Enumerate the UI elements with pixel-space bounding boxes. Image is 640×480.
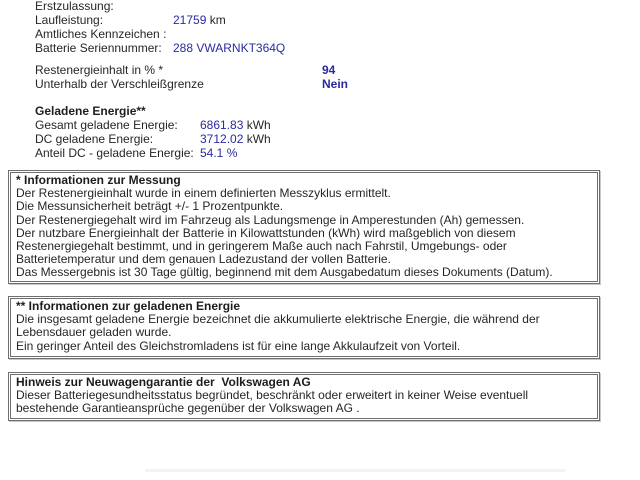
laufleistung-unit: km (206, 13, 226, 27)
restenergie-value: 94 (322, 63, 336, 77)
dc-energie-unit: kWh (243, 132, 271, 146)
box-text-line: Die insgesamt geladene Energie bezeichnet die akkumulierte elektrische Energie, die während der (16, 312, 540, 327)
info-box-messung (8, 170, 600, 284)
box-text-line: Die Messunsicherheit beträgt +/- 1 Prozentpunkte. (16, 199, 284, 214)
box-text-line: Der Restenergiegehalt wird im Fahrzeug als Ladungsmenge in Amperestunden (Ah) gemessen. (16, 212, 525, 227)
box-text-line: Dieser Batteriegesundheitsstatus begründet, beschränkt oder erweitert in keiner Weise eventuell (16, 388, 529, 403)
gesamt-energie-unit: kWh (243, 118, 271, 132)
charged-energy-heading: Geladene Energie** (35, 104, 146, 118)
row-seriennummer (35, 41, 285, 55)
laufleistung-value: 21759 (173, 13, 207, 27)
row-kennzeichen (35, 27, 285, 41)
seriennummer-value: 288 VWARNKT364Q (173, 41, 286, 55)
row-verschleissgrenze (35, 77, 348, 91)
row-erstzulassung (35, 0, 285, 13)
box-text-line: Der Restenergieinhalt wurde in einem definierten Messzyklus ermittelt. (16, 186, 391, 201)
box-text-line: bestehende Garantieansprüche gegenüber der Volkswagen AG . (16, 401, 360, 416)
dc-energie-label: DC geladene Energie: (35, 132, 154, 146)
scan-artifact-line (145, 469, 565, 472)
charged-energy-section (35, 104, 271, 160)
box-text-line: Ein geringer Anteil des Gleichstromladens ist für eine lange Akkulaufzeit von Vorteil. (16, 338, 461, 353)
box-text-line: Lebensdauer geladen wurde. (16, 325, 172, 340)
vehicle-info-section (35, 0, 285, 55)
info-box-garantie (8, 372, 600, 421)
seriennummer-label: Batterie Seriennummer: (35, 41, 162, 55)
info-box-messung-title: * Informationen zur Messung (16, 173, 181, 187)
kennzeichen-label: Amtliches Kennzeichen : (35, 27, 167, 41)
restenergie-label: Restenergieinhalt in % * (35, 63, 164, 77)
erstzulassung-label: Erstzulassung: (35, 0, 114, 13)
info-box-geladene-energie (8, 296, 600, 359)
row-anteil-dc (35, 146, 271, 160)
verschleissgrenze-value: Nein (322, 77, 349, 91)
row-restenergie (35, 63, 348, 77)
box-text-line: Der nutzbare Energieinhalt der Batterie in Kilowattstunden (kWh) wird maßgeblich von diesem (16, 225, 516, 240)
battery-status-section (35, 63, 348, 91)
info-box-geladene-energie-title: ** Informationen zur geladenen Energie (16, 299, 241, 313)
dc-energie-value: 3712.02 (200, 132, 244, 146)
anteil-dc-value: 54.1 % (200, 146, 238, 160)
box-text-line: Restenergiegehalt bestimmt, und in geringerem Maße auch nach Fahrstil, Umgebungs- oder (16, 238, 507, 253)
laufleistung-label: Laufleistung: (35, 13, 104, 27)
row-gesamt-energie (35, 118, 271, 132)
box-text-line: Batterietemperatur und dem genauen Ladezustand der vollen Batterie. (16, 252, 391, 267)
anteil-dc-label: Anteil DC - geladene Energie: (35, 146, 198, 160)
box-text-line: Das Messergebnis ist 30 Tage gültig, beginnend mit dem Ausgabedatum dieses Dokuments (Datum). (16, 265, 553, 280)
gesamt-energie-label: Gesamt geladene Energie: (35, 118, 178, 132)
gesamt-energie-value: 6861.83 (200, 118, 244, 132)
row-laufleistung (35, 13, 285, 27)
verschleissgrenze-label: Unterhalb der Verschleißgrenze (35, 77, 204, 91)
info-box-garantie-title: Hinweis zur Neuwagengarantie der Volkswagen AG (16, 375, 311, 389)
row-dc-energie (35, 132, 271, 146)
